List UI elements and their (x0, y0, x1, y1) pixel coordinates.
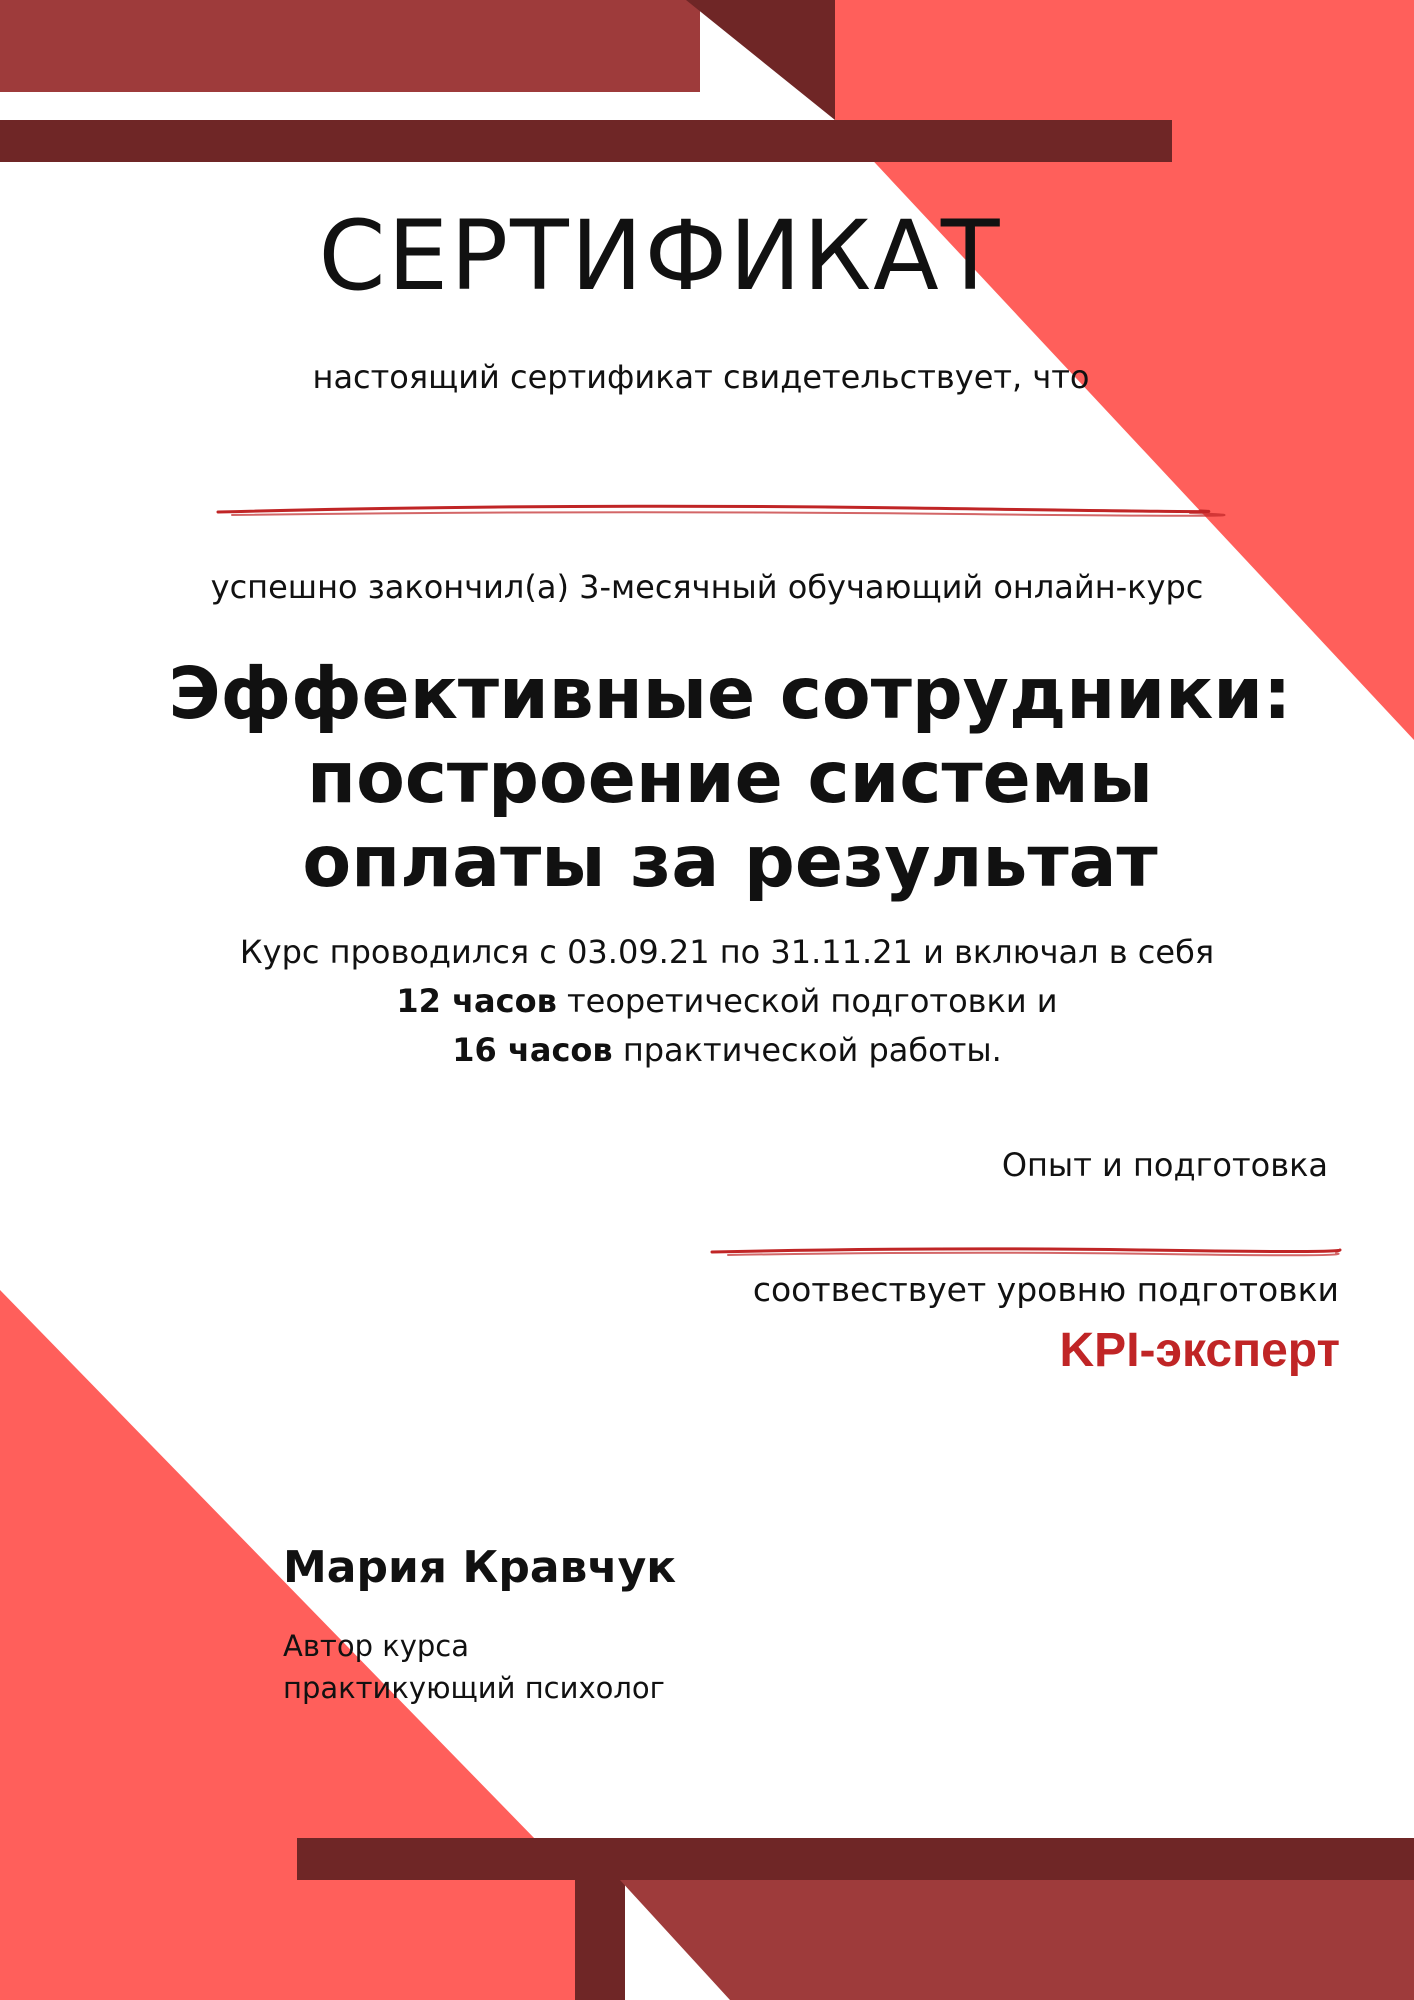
bottom-maroon-block (575, 1880, 625, 2000)
author-name: Мария Кравчук (283, 1542, 677, 1593)
certificate-title: СЕРТИФИКАТ (318, 200, 1002, 312)
course-title-line: оплаты за результат (302, 820, 1158, 903)
author-role-line: практикующий психолог (283, 1671, 665, 1705)
theory-text: теоретической подготовки и (556, 982, 1058, 1020)
experience-label: Опыт и подготовка (1001, 1146, 1328, 1184)
theory-line (0, 977, 1414, 1026)
top-brick-band (0, 0, 700, 92)
course-title (60, 652, 1400, 904)
level-match-text: соотвествует уровню подготовки (752, 1270, 1339, 1309)
practice-text: практической работы. (612, 1031, 1002, 1069)
top-maroon-bar (0, 120, 1172, 162)
level-title: KPI-эксперт (1059, 1324, 1340, 1377)
course-dates: Курс проводился с 03.09.21 по 31.11.21 и включал в себя (239, 933, 1215, 971)
completion-text: успешно закончил(а) 3-месячный обучающий онлайн-курс (210, 568, 1204, 606)
course-title-line: построение системы (307, 736, 1153, 819)
intro-text: настоящий сертификат свидетельствует, что (312, 358, 1090, 396)
author-role-line: Автор курса (283, 1629, 469, 1663)
author-role (283, 1625, 665, 1709)
theory-hours: 12 часов (396, 982, 557, 1020)
bottom-brick-shape (620, 1880, 1414, 2000)
experience-brush-line (712, 1249, 1340, 1255)
practice-hours: 16 часов (452, 1031, 613, 1069)
course-details (0, 928, 1414, 1075)
practice-line (0, 1026, 1414, 1075)
name-brush-line (218, 506, 1224, 516)
bottom-maroon-bar (297, 1838, 1414, 1880)
top-maroon-triangle (686, 0, 835, 120)
course-title-line: Эффективные сотрудники: (168, 652, 1292, 735)
